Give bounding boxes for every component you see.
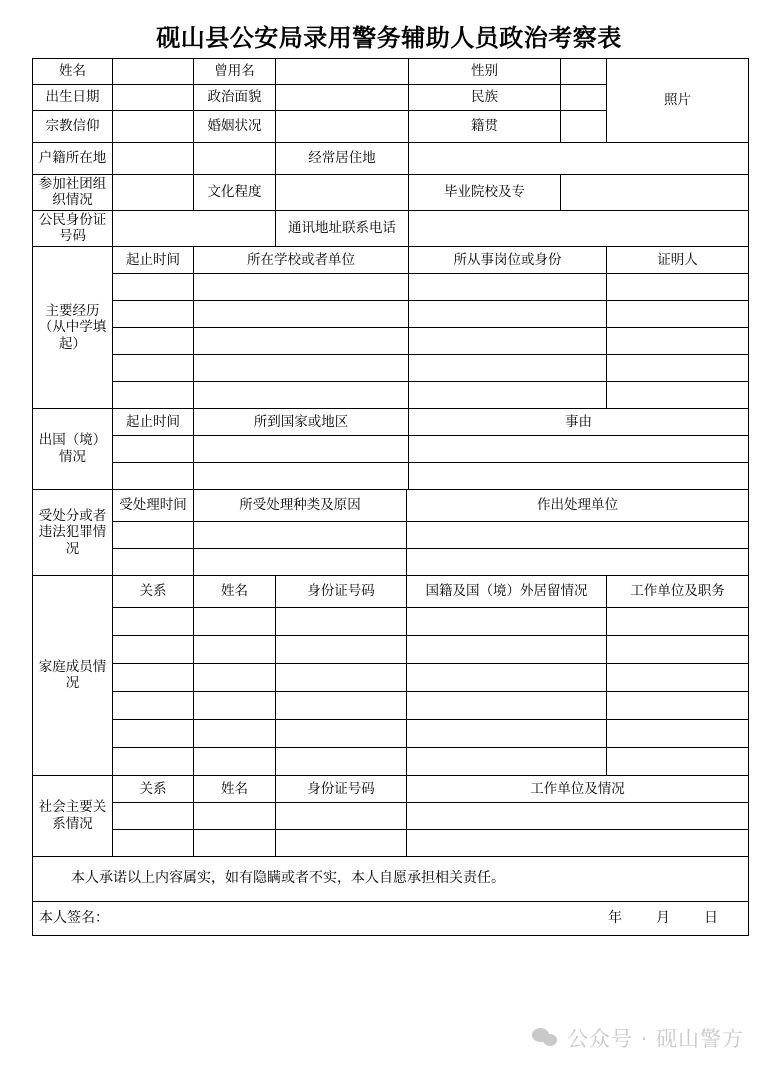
- punishment-header-row: [33, 489, 749, 521]
- family-header-row: [33, 575, 749, 607]
- family-cell[interactable]: [276, 607, 407, 635]
- table-row: [33, 273, 749, 300]
- punishment-cell[interactable]: [407, 521, 749, 548]
- punishment-col-1: 所受处理种类及原因: [194, 489, 407, 521]
- field-household-registration[interactable]: [113, 143, 194, 175]
- field-social-org[interactable]: [113, 175, 194, 211]
- family-cell[interactable]: [607, 691, 749, 719]
- section-label-punishment: 受处分或者违法犯罪情况: [33, 489, 113, 575]
- table-row: [33, 462, 749, 489]
- label-household-registration: 户籍所在地: [33, 143, 113, 175]
- punishment-cell[interactable]: [407, 548, 749, 575]
- social-cell[interactable]: [113, 829, 194, 856]
- label-contact: 通讯地址联系电话: [276, 210, 409, 246]
- year-label: 年: [608, 909, 623, 926]
- abroad-col-1: 所到国家或地区: [194, 408, 409, 435]
- field-id-number[interactable]: [113, 210, 276, 246]
- row-household: [33, 143, 749, 175]
- social-cell[interactable]: [194, 802, 276, 829]
- social-cell[interactable]: [113, 802, 194, 829]
- abroad-cell[interactable]: [194, 462, 409, 489]
- family-cell[interactable]: [607, 635, 749, 663]
- family-col-0: 关系: [113, 575, 194, 607]
- watermark-text: 公众号 · 砚山警方: [566, 1027, 744, 1051]
- photo-placeholder[interactable]: 照片: [607, 59, 749, 143]
- field-gender[interactable]: [561, 59, 607, 85]
- experience-header-row: [33, 246, 749, 273]
- experience-cell[interactable]: [194, 354, 409, 381]
- political-review-form: [32, 58, 749, 936]
- label-former-name: 曾用名: [194, 59, 276, 85]
- abroad-col-0: 起止时间: [113, 408, 194, 435]
- family-cell[interactable]: [194, 719, 276, 747]
- family-cell[interactable]: [607, 663, 749, 691]
- month-label: 月: [656, 909, 671, 926]
- table-row: [33, 381, 749, 408]
- family-cell[interactable]: [276, 635, 407, 663]
- punishment-cell[interactable]: [113, 548, 194, 575]
- social-col-2: 身份证号码: [276, 775, 407, 802]
- table-row: [33, 327, 749, 354]
- family-col-3: 国籍及国（境）外居留情况: [407, 575, 607, 607]
- experience-col-2: 所从事岗位或身份: [409, 246, 607, 273]
- punishment-col-0: 受处理时间: [113, 489, 194, 521]
- family-cell[interactable]: [194, 607, 276, 635]
- field-native-place[interactable]: [561, 111, 607, 143]
- family-cell[interactable]: [113, 607, 194, 635]
- table-row: [33, 435, 749, 462]
- experience-cell[interactable]: [607, 327, 749, 354]
- experience-cell[interactable]: [409, 354, 607, 381]
- abroad-cell[interactable]: [194, 435, 409, 462]
- family-cell[interactable]: [113, 691, 194, 719]
- wechat-icon: [532, 1027, 558, 1049]
- family-cell[interactable]: [113, 635, 194, 663]
- family-cell[interactable]: [113, 663, 194, 691]
- label-birth-date: 出生日期: [33, 85, 113, 111]
- abroad-col-2: 事由: [409, 408, 749, 435]
- table-row: [33, 802, 749, 829]
- family-cell[interactable]: [276, 719, 407, 747]
- family-cell[interactable]: [607, 607, 749, 635]
- signature-row: [33, 901, 749, 935]
- field-contact[interactable]: [409, 210, 749, 246]
- field-marital-status[interactable]: [276, 111, 409, 143]
- experience-cell[interactable]: [194, 273, 409, 300]
- family-col-1: 姓名: [194, 575, 276, 607]
- experience-cell[interactable]: [607, 300, 749, 327]
- row-name: [33, 59, 749, 85]
- field-former-name[interactable]: [276, 59, 409, 85]
- family-cell[interactable]: [194, 663, 276, 691]
- section-label-social-relations: 社会主要关系情况: [33, 775, 113, 856]
- table-row: [33, 747, 749, 775]
- section-label-family: 家庭成员情况: [33, 575, 113, 775]
- punishment-cell[interactable]: [194, 548, 407, 575]
- experience-cell[interactable]: [113, 381, 194, 408]
- section-label-abroad: 出国（境）情况: [33, 408, 113, 489]
- experience-cell[interactable]: [194, 327, 409, 354]
- social-cell[interactable]: [276, 829, 407, 856]
- family-cell[interactable]: [407, 747, 607, 775]
- table-row: [33, 635, 749, 663]
- abroad-cell[interactable]: [409, 462, 749, 489]
- signature-label[interactable]: 本人签名：: [39, 909, 109, 926]
- table-row: [33, 607, 749, 635]
- punishment-col-2: 作出处理单位: [407, 489, 749, 521]
- experience-cell[interactable]: [607, 354, 749, 381]
- social-cell[interactable]: [407, 802, 749, 829]
- experience-cell[interactable]: [113, 354, 194, 381]
- experience-cell[interactable]: [194, 381, 409, 408]
- label-political-status: 政治面貌: [194, 85, 276, 111]
- field-birth-date[interactable]: [113, 85, 194, 111]
- experience-cell[interactable]: [113, 273, 194, 300]
- field-ethnicity[interactable]: [561, 85, 607, 111]
- row-social-org: [33, 175, 749, 211]
- social-cell[interactable]: [276, 802, 407, 829]
- signature-cell: [33, 901, 749, 935]
- table-row: [33, 300, 749, 327]
- family-cell[interactable]: [276, 691, 407, 719]
- social-col-1: 姓名: [194, 775, 276, 802]
- day-label: 日: [704, 909, 719, 926]
- experience-col-0: 起止时间: [113, 246, 194, 273]
- family-cell[interactable]: [407, 607, 607, 635]
- table-row: [33, 719, 749, 747]
- family-cell[interactable]: [407, 663, 607, 691]
- label-native-place: 籍贯: [409, 111, 561, 143]
- family-cell[interactable]: [407, 719, 607, 747]
- experience-cell[interactable]: [607, 273, 749, 300]
- abroad-cell[interactable]: [409, 435, 749, 462]
- family-cell[interactable]: [607, 719, 749, 747]
- field-graduated-school[interactable]: [561, 175, 749, 211]
- label-social-org: 参加社团组织情况: [33, 175, 113, 211]
- signature-date: [608, 910, 746, 927]
- experience-cell[interactable]: [607, 381, 749, 408]
- declaration-row: [33, 856, 749, 901]
- punishment-cell[interactable]: [194, 521, 407, 548]
- field-current-residence[interactable]: [409, 143, 749, 175]
- abroad-cell[interactable]: [113, 462, 194, 489]
- table-row: [33, 548, 749, 575]
- field-name[interactable]: [113, 59, 194, 85]
- family-cell[interactable]: [407, 691, 607, 719]
- family-col-4: 工作单位及职务: [607, 575, 749, 607]
- declaration-text: 本人承诺以上内容属实，如有隐瞒或者不实，本人自愿承担相关责任。: [33, 856, 749, 901]
- row-id-number: [33, 210, 749, 246]
- table-row: [33, 829, 749, 856]
- family-cell[interactable]: [113, 719, 194, 747]
- label-marital-status: 婚姻状况: [194, 111, 276, 143]
- family-col-2: 身份证号码: [276, 575, 407, 607]
- family-cell[interactable]: [113, 747, 194, 775]
- family-cell[interactable]: [607, 747, 749, 775]
- experience-cell[interactable]: [194, 300, 409, 327]
- experience-col-3: 证明人: [607, 246, 749, 273]
- family-cell[interactable]: [407, 635, 607, 663]
- field-education-level[interactable]: [276, 175, 409, 211]
- label-education-level: 文化程度: [194, 175, 276, 211]
- label-graduated-school: 毕业院校及专: [409, 175, 561, 211]
- experience-cell[interactable]: [113, 300, 194, 327]
- label-religion: 宗教信仰: [33, 111, 113, 143]
- wechat-watermark: [532, 1023, 744, 1053]
- social-header-row: [33, 775, 749, 802]
- label-id-number: 公民身份证号码: [33, 210, 113, 246]
- family-cell[interactable]: [194, 691, 276, 719]
- experience-col-1: 所在学校或者单位: [194, 246, 409, 273]
- label-ethnicity: 民族: [409, 85, 561, 111]
- experience-cell[interactable]: [113, 327, 194, 354]
- field-household-registration-ext[interactable]: [194, 143, 276, 175]
- table-row: [33, 691, 749, 719]
- experience-cell[interactable]: [409, 381, 607, 408]
- social-cell[interactable]: [194, 829, 276, 856]
- field-religion[interactable]: [113, 111, 194, 143]
- experience-cell[interactable]: [409, 300, 607, 327]
- page-title: 砚山县公安局录用警务辅助人员政治考察表: [156, 23, 622, 52]
- label-current-residence: 经常居住地: [276, 143, 409, 175]
- table-row: [33, 521, 749, 548]
- experience-cell[interactable]: [409, 327, 607, 354]
- social-cell[interactable]: [407, 829, 749, 856]
- abroad-cell[interactable]: [113, 435, 194, 462]
- table-row: [33, 354, 749, 381]
- abroad-header-row: [33, 408, 749, 435]
- social-col-3: 工作单位及情况: [407, 775, 749, 802]
- family-cell[interactable]: [194, 747, 276, 775]
- punishment-cell[interactable]: [113, 521, 194, 548]
- field-political-status[interactable]: [276, 85, 409, 111]
- label-gender: 性别: [409, 59, 561, 85]
- family-cell[interactable]: [276, 663, 407, 691]
- table-row: [33, 663, 749, 691]
- family-cell[interactable]: [276, 747, 407, 775]
- social-col-0: 关系: [113, 775, 194, 802]
- family-cell[interactable]: [194, 635, 276, 663]
- experience-cell[interactable]: [409, 273, 607, 300]
- section-label-experience: 主要经历（从中学填起）: [33, 246, 113, 408]
- label-name: 姓名: [33, 59, 113, 85]
